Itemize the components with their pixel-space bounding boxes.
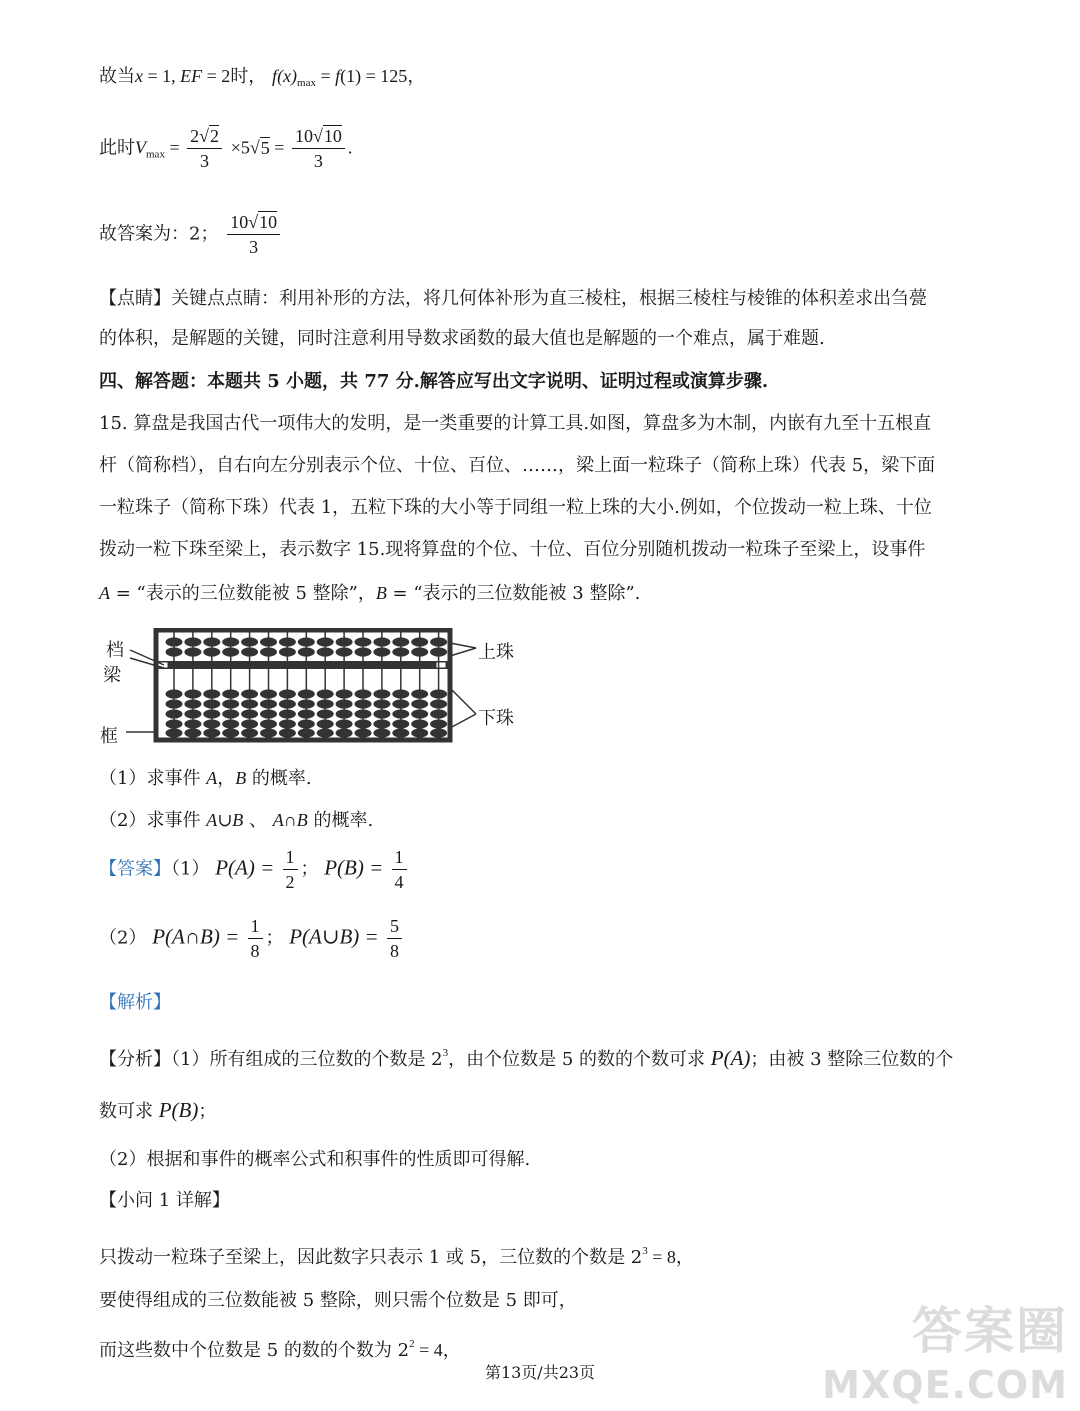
num: 10 [294, 126, 313, 146]
watermark-line-2: MXQE.COM [822, 1363, 1068, 1407]
upper-bead [336, 637, 353, 646]
num: 1 [283, 845, 298, 870]
den: 3 [313, 151, 323, 171]
math-var: B [232, 810, 244, 830]
upper-bead [355, 647, 372, 656]
detail-line-2: 要使得组成的三位数能被 5 整除，则只需个位数是 5 即可， [99, 1290, 577, 1311]
math-var: EF [180, 66, 203, 86]
section-heading: 四、解答题：本题共 5 小题，共 77 分.解答应写出文字说明、证明过程或演算步骤. [99, 371, 769, 392]
den: 2 [285, 872, 295, 892]
lower-bead [355, 719, 372, 728]
watermark [822, 1291, 1068, 1407]
lower-bead [298, 719, 315, 728]
math-var: A [206, 768, 218, 788]
upper-bead [298, 647, 315, 656]
upper-bead [203, 637, 220, 646]
abacus-beam [158, 661, 448, 669]
upper-bead [373, 637, 390, 646]
answer-line-1 [99, 845, 410, 894]
sub-question-2 [99, 807, 373, 834]
text: 【分析】（1）所有组成的三位数的个数是 2 [99, 1049, 443, 1070]
text: 时， [230, 66, 267, 87]
lower-bead [184, 719, 201, 728]
line-3 [99, 210, 283, 259]
text: = “表示的三位数能被 5 整除”， [110, 583, 376, 604]
label-kuang: 框 [100, 726, 118, 747]
lower-bead [355, 709, 372, 718]
math-var: A [206, 810, 218, 830]
line-2: 此时$V_{max}$ = $\frac{2√2}{3}$ ×5√5 = $\frac{10√10}{3}$ . [99, 126, 353, 171]
xiaowen-1-heading: 【小问 1 详解】 [99, 1190, 230, 1211]
text: = 4， [414, 1340, 461, 1360]
upper-bead [317, 637, 334, 646]
math-var: A [272, 810, 284, 830]
math-var: (x) [277, 66, 298, 86]
pointer-xiazhu-2 [450, 714, 476, 728]
lower-bead [166, 728, 183, 737]
math: = [316, 66, 336, 86]
upper-bead [430, 637, 447, 646]
text: ， [217, 768, 236, 789]
den: 4 [394, 872, 404, 892]
text: （1） [171, 858, 210, 880]
lower-bead [203, 728, 220, 737]
lower-bead [279, 699, 296, 708]
lower-bead [184, 709, 201, 718]
math: ∪ [217, 810, 233, 830]
fraction [392, 845, 407, 894]
abacus-figure [100, 628, 540, 748]
lower-bead [430, 689, 447, 698]
text: = 8， [647, 1247, 694, 1267]
text: 故答案为：2； [99, 223, 219, 245]
lower-bead [430, 699, 447, 708]
lower-bead [241, 689, 258, 698]
lower-bead [298, 728, 315, 737]
lower-bead [392, 689, 409, 698]
lower-bead [166, 719, 183, 728]
upper-bead [373, 647, 390, 656]
lower-bead [392, 728, 409, 737]
fenxi-line-1 [99, 1040, 953, 1073]
math-var: f [335, 66, 341, 86]
math: = [269, 137, 289, 158]
lower-bead [373, 709, 390, 718]
watermark-line-1: 答案圈 [912, 1302, 1068, 1360]
num: 5 [387, 914, 402, 939]
fraction: $\frac{10√10}{3}$ [227, 210, 280, 259]
upper-bead [222, 637, 239, 646]
lower-bead [222, 699, 239, 708]
lower-bead [317, 699, 334, 708]
lower-bead [373, 719, 390, 728]
q15-line-5 [99, 580, 640, 607]
math: P(B) [158, 1098, 199, 1122]
dianjing-line-2: 的体积，是解题的关键，同时注意利用导数求函数的最大值也是解题的一个难点，属于难题. [99, 328, 825, 349]
lower-bead [373, 699, 390, 708]
lower-bead [411, 689, 428, 698]
lower-bead [336, 699, 353, 708]
lower-bead [430, 709, 447, 718]
lower-bead [317, 719, 334, 728]
lower-bead [222, 728, 239, 737]
upper-bead [222, 647, 239, 656]
upper-bead [411, 637, 428, 646]
lower-bead [336, 689, 353, 698]
lower-bead [373, 728, 390, 737]
sub-question-1 [99, 765, 312, 792]
label-shangzhu: 上珠 [478, 642, 514, 663]
lower-bead [336, 719, 353, 728]
lower-bead [166, 699, 183, 708]
upper-bead [392, 637, 409, 646]
upper-bead [184, 647, 201, 656]
num: 1 [392, 845, 407, 870]
lower-bead [222, 709, 239, 718]
lower-bead [411, 719, 428, 728]
math-var: A [99, 583, 110, 603]
fenxi-line-3: （2）根据和事件的概率公式和积事件的性质即可得解. [99, 1149, 531, 1170]
superscript: 3 [642, 1245, 648, 1257]
lower-bead [241, 699, 258, 708]
answer-tag: 【答案】 [99, 858, 171, 880]
fraction: $\frac{10√10}{3}$ [292, 124, 345, 173]
upper-bead [355, 637, 372, 646]
pointer-shangzhu-1 [450, 643, 476, 648]
text: 的概率. [307, 810, 374, 831]
lower-bead [203, 699, 220, 708]
lower-bead [184, 699, 201, 708]
text: 的概率. [246, 768, 312, 789]
lower-bead [392, 709, 409, 718]
lower-bead [317, 709, 334, 718]
lower-bead [336, 709, 353, 718]
detail-line-1 [99, 1238, 694, 1271]
pointer-shangzhu-2 [450, 648, 476, 656]
lower-bead [241, 719, 258, 728]
den: 3 [249, 237, 259, 257]
beam-end-right [436, 662, 446, 668]
text: ；由被 3 整除三位数的个 [750, 1049, 954, 1070]
lower-bead [260, 699, 277, 708]
math: (1) = 125 [340, 66, 408, 86]
lower-bead [279, 689, 296, 698]
math: P(A∪B) = [289, 924, 384, 949]
math-var: B [235, 768, 247, 788]
lower-bead [355, 699, 372, 708]
upper-bead [430, 647, 447, 656]
lower-bead [203, 689, 220, 698]
upper-bead [241, 637, 258, 646]
lower-bead [203, 709, 220, 718]
lower-bead [222, 689, 239, 698]
text: = “表示的三位数能被 3 整除”. [386, 583, 641, 604]
superscript: 3 [442, 1047, 449, 1059]
dianjing-line-1: 【点睛】关键点点睛：利用补形的方法，将几何体补形为直三棱柱，根据三棱柱与棱锥的体积差求出刍甍 [99, 288, 927, 309]
math-var: B [375, 583, 387, 603]
lower-bead [298, 689, 315, 698]
upper-bead [203, 647, 220, 656]
lower-bead [317, 689, 334, 698]
text: 此时 [99, 137, 135, 159]
lower-bead [166, 689, 183, 698]
lower-bead [203, 719, 220, 728]
lower-bead [336, 728, 353, 737]
upper-bead [279, 637, 296, 646]
den: 8 [250, 941, 260, 961]
line-1 [99, 63, 425, 96]
num: 1 [248, 914, 263, 939]
lower-bead [392, 719, 409, 728]
q15-line-3: 一粒珠子（简称下珠）代表 1，五粒下珠的大小等于同组一粒上珠的大小.例如，个位拨动一粒上珠、十位 [99, 497, 932, 518]
math: P(A∩B) = [152, 924, 245, 949]
q15-line-4: 拨动一粒下珠至梁上，表示数字 15.现将算盘的个位、十位、百位分别随机拨动一粒珠子至梁上，设事件 [99, 539, 926, 560]
upper-bead [166, 637, 183, 646]
text: ； [265, 927, 284, 949]
upper-bead [260, 647, 277, 656]
den: 8 [389, 941, 399, 961]
lower-bead [298, 699, 315, 708]
math: P(A) = [215, 855, 280, 880]
lower-bead [241, 728, 258, 737]
upper-bead [411, 647, 428, 656]
lower-bead [355, 728, 372, 737]
text: ，由个位数是 5 的数的个数可求 [448, 1049, 711, 1070]
lower-bead [411, 699, 428, 708]
lower-bead [411, 728, 428, 737]
upper-bead [241, 647, 258, 656]
upper-bead [392, 647, 409, 656]
upper-bead [336, 647, 353, 656]
fraction: $\frac{2√2}{3}$ [187, 124, 222, 173]
lower-bead [260, 719, 277, 728]
math-var: B [296, 810, 308, 830]
text: 数可求 [99, 1101, 159, 1122]
lower-bead [279, 709, 296, 718]
lower-bead [430, 719, 447, 728]
math-var: x [135, 66, 143, 86]
text: （2） [99, 927, 147, 949]
upper-bead [260, 637, 277, 646]
lower-bead [317, 728, 334, 737]
lower-bead [298, 709, 315, 718]
label-dang: 档 [106, 640, 124, 661]
text: 故当 [99, 66, 135, 87]
page-footer: 第13页/共23页 [484, 1363, 596, 1382]
num: 2 [190, 126, 200, 146]
abacus-svg [100, 628, 540, 748]
lower-bead [166, 709, 183, 718]
math: ∩ [283, 810, 297, 830]
math-var: f [272, 66, 278, 86]
sqrt-arg: 10 [323, 126, 342, 146]
lower-bead [355, 689, 372, 698]
fraction [248, 914, 263, 963]
text: ， [407, 66, 426, 87]
upper-bead [166, 647, 183, 656]
math: . [347, 137, 353, 158]
lower-bead [430, 728, 447, 737]
lower-bead [260, 689, 277, 698]
subscript: max [297, 77, 316, 89]
text: （1）求事件 [99, 768, 207, 789]
math: P(A) [710, 1046, 751, 1070]
text: 而这些数中个位数是 5 的数的个数为 2 [99, 1340, 410, 1361]
math: = 2 [202, 66, 231, 86]
text: 只拨动一粒珠子至梁上，因此数字只表示 1 或 5，三位数的个数是 2 [99, 1247, 643, 1268]
subscript: max [146, 148, 165, 161]
q15-line-1: 15. 算盘是我国古代一项伟大的发明，是一类重要的计算工具.如图，算盘多为木制，内嵌有九至十五根直 [99, 413, 932, 434]
lower-bead [260, 728, 277, 737]
math: P(B) = [324, 855, 389, 880]
lower-bead [260, 709, 277, 718]
label-liang: 梁 [103, 665, 121, 686]
math: = [164, 137, 185, 158]
text: ； [198, 1101, 217, 1122]
lower-bead [279, 728, 296, 737]
label-xiazhu: 下珠 [478, 708, 514, 729]
lower-bead [222, 719, 239, 728]
text: （2）求事件 [99, 810, 207, 831]
lower-bead [373, 689, 390, 698]
math-var: V [135, 137, 146, 158]
lower-bead [241, 709, 258, 718]
num: 10 [230, 212, 249, 232]
lower-bead [184, 689, 201, 698]
text: 、 [243, 810, 273, 831]
math: = 1, [143, 66, 181, 86]
upper-bead [279, 647, 296, 656]
upper-bead [317, 647, 334, 656]
text: ； [300, 858, 319, 880]
lower-bead [279, 719, 296, 728]
lower-bead [184, 728, 201, 737]
upper-bead [298, 637, 315, 646]
math: ×5 [230, 137, 250, 158]
sqrt-arg: 5 [260, 137, 270, 158]
den: 3 [200, 151, 210, 171]
q15-line-2: 杆（简称档），自右向左分别表示个位、十位、百位、……，梁上面一粒珠子（简称上珠）代表 5，梁下面 [99, 455, 936, 476]
jiexi-tag: 【解析】 [99, 992, 171, 1013]
sqrt-arg: 2 [210, 126, 219, 146]
superscript: 2 [409, 1338, 415, 1350]
pointer-xiazhu-1 [450, 688, 476, 714]
sqrt-arg: 10 [259, 212, 278, 232]
fraction [283, 845, 298, 894]
fenxi-line-2 [99, 1097, 216, 1125]
fraction [387, 914, 402, 963]
upper-bead [184, 637, 201, 646]
lower-bead [392, 699, 409, 708]
answer-line-2 [99, 914, 405, 963]
lower-bead [411, 709, 428, 718]
